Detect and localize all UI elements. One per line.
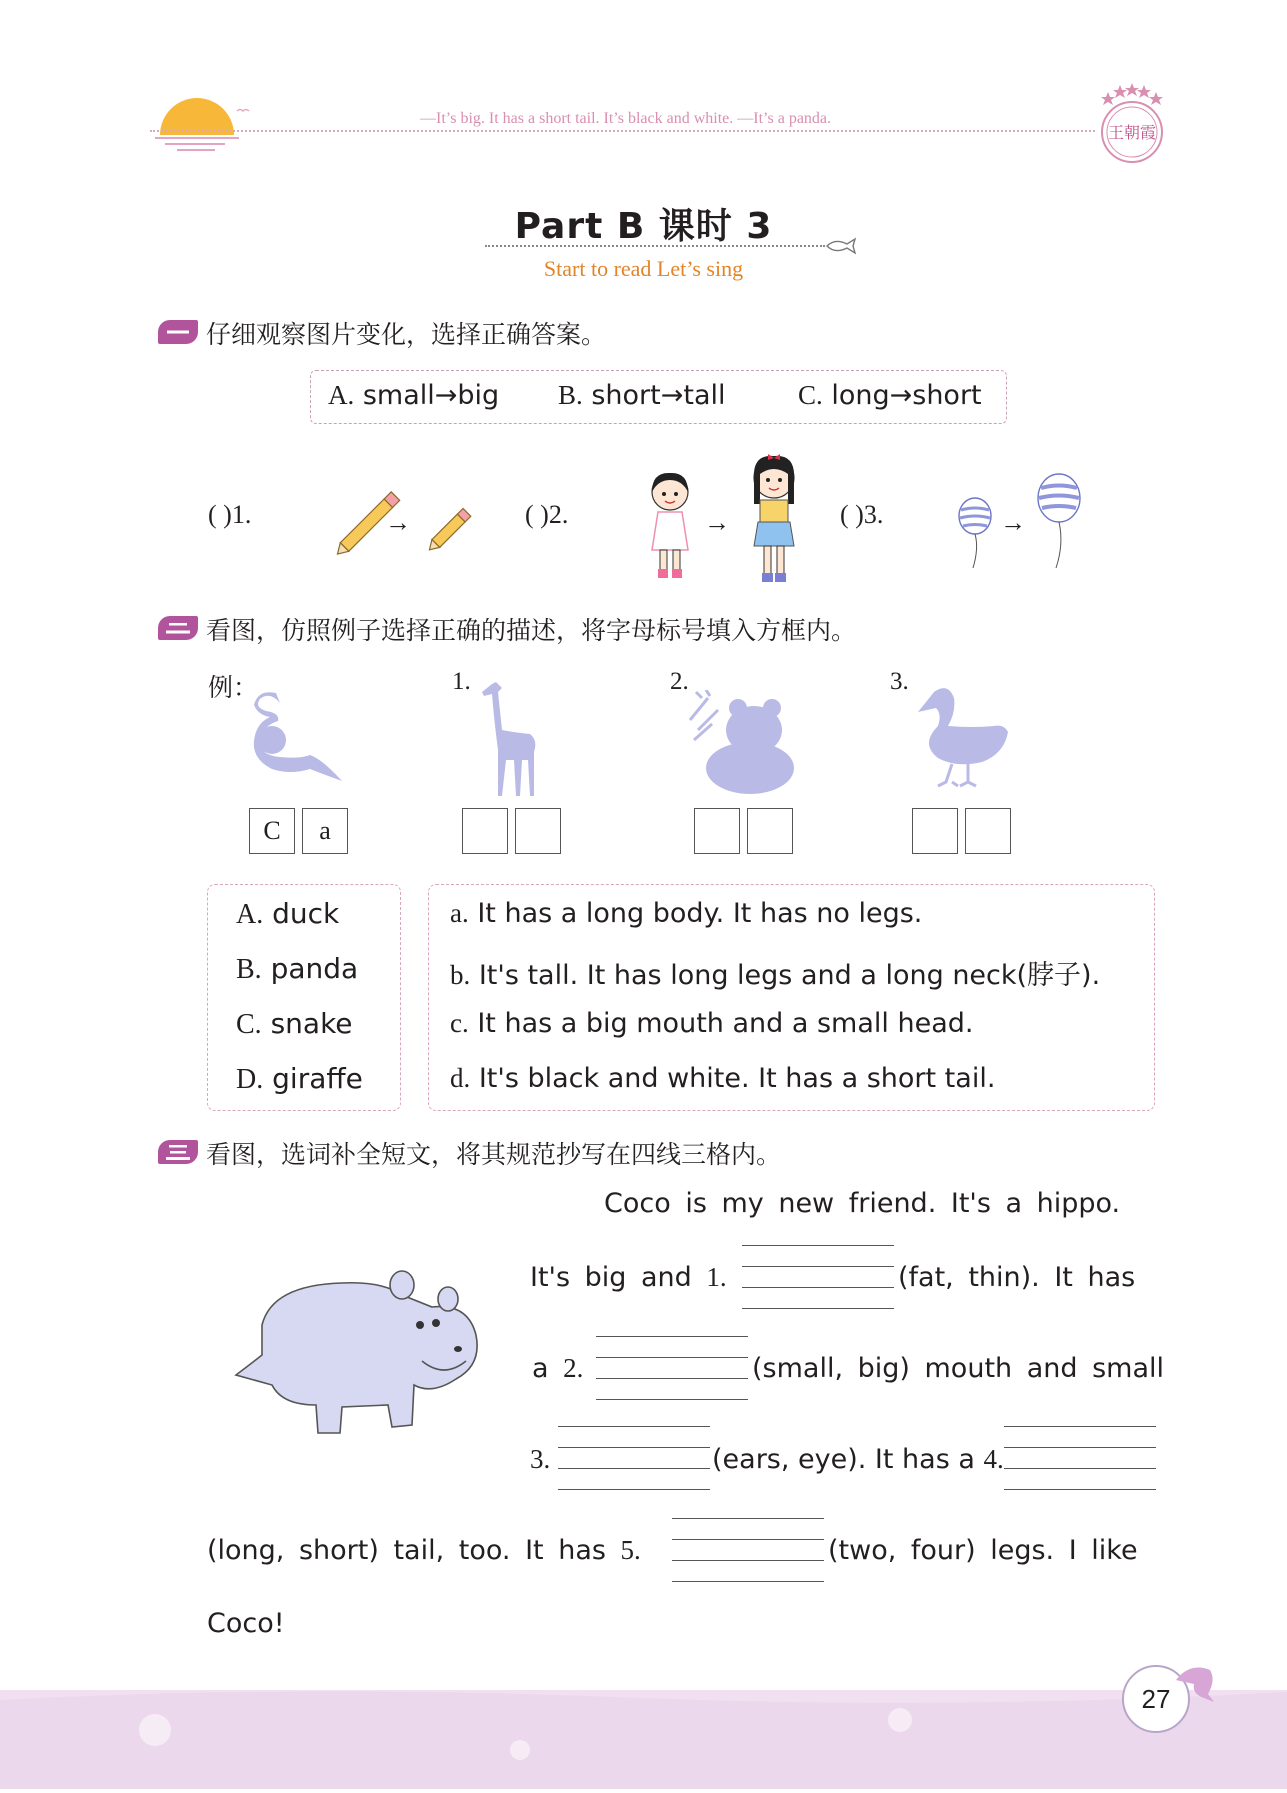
item-1-box-2[interactable] [515,808,561,854]
short-pencil-icon [418,496,484,566]
footer-band [0,1690,1287,1789]
passage-line-3-start: a 2. [532,1353,584,1384]
section-2-instruction: 看图，仿照例子选择正确的描述，将字母标号填入方框内。 [206,616,857,645]
answer-line-4[interactable] [1004,1426,1156,1490]
header-sentence: —It’s big. It has a short tail. It’s black and white. —It’s a panda. [420,110,832,127]
item-3-box-1[interactable] [912,808,958,854]
numeral-one-icon [167,331,189,334]
passage-line-3-end: (small, big) mouth and small [752,1353,1165,1384]
dolphin-icon [1170,1660,1220,1714]
logo-seal-icon [1090,82,1170,172]
passage-line-2-end: (fat, thin). It has [898,1262,1136,1293]
snake-silhouette-icon [250,685,350,789]
answer-line-2[interactable] [596,1336,748,1400]
choice-b: B. panda [236,952,359,985]
arrow-2: → [704,508,730,537]
choice-a: A. duck [236,897,340,930]
blank-3-number: 3. [530,1444,551,1474]
passage-line-5-start: (long, short) tail, too. It has 5. [207,1535,641,1566]
choice-d: D. giraffe [236,1062,363,1095]
short-girl-icon [640,468,700,590]
duck-silhouette-icon [912,682,1012,796]
description-d: d. It's black and white. It has a short tail. [450,1063,996,1094]
section-3-instruction: 看图，选词补全短文，将其规范抄写在四线三格内。 [206,1140,782,1169]
answer-blank-1[interactable]: ( )1. [208,500,252,529]
option-c: C. long→short [798,380,982,411]
description-b: b. It's tall. It has long legs and a long neck(脖子). [450,960,1101,991]
numeral-three-icon [158,1140,198,1164]
example-label: 例： [208,675,259,702]
item-1-label: 1. [452,668,471,695]
section-3-badge [158,1140,198,1164]
item-1-box-1[interactable] [462,808,508,854]
section-1-instruction: 仔细观察图片变化，选择正确答案。 [206,320,607,349]
tall-girl-icon [742,448,806,590]
svg-text:王朝霞: 王朝霞 [1107,123,1157,142]
passage-line-6: Coco! [207,1608,285,1639]
answer-line-5[interactable] [672,1518,824,1582]
section-1-badge [158,320,198,344]
option-a: A. small→big [328,380,500,411]
item-2-box-2[interactable] [747,808,793,854]
item-2-label: 2. [670,668,689,695]
description-c: c. It has a big mouth and a small head. [450,1008,974,1039]
numeral-two-icon [158,616,198,640]
item-3-box-2[interactable] [965,808,1011,854]
description-a: a. It has a long body. It has no legs. [450,898,923,929]
option-b: B. short→tall [558,380,726,411]
passage-line-1: Coco is my new friend. It's a hippo. [604,1188,1121,1219]
passage-line-4-middle: (ears, eye). It has a 4. [712,1444,1004,1475]
page-title: Part B 课时 3 [514,206,773,247]
arrow-3: → [1000,508,1026,537]
panda-silhouette-icon [688,690,798,799]
example-box-1: C [249,808,295,854]
item-3-label: 3. [890,668,909,695]
page-number: 27 [1122,1665,1190,1733]
example-box-2: a [302,808,348,854]
big-balloon-icon [1034,472,1084,576]
small-balloon-icon [955,496,995,574]
giraffe-silhouette-icon [472,680,552,804]
lesson-subtitle: Start to read Let’s sing [543,256,744,281]
answer-blank-2[interactable]: ( )2. [525,500,569,529]
choice-c: C. snake [236,1007,353,1040]
arrow-1: → [385,508,411,537]
hippo-illustration-icon [232,1255,502,1449]
header-rule [150,130,1095,132]
answer-line-1[interactable] [742,1245,894,1309]
passage-line-2-start: It's big and 1. [530,1262,727,1293]
sun-decoration-icon [155,95,255,159]
answer-line-3[interactable] [558,1426,710,1490]
item-2-box-1[interactable] [694,808,740,854]
answer-blank-3[interactable]: ( )3. [840,500,884,529]
passage-line-5-end: (two, four) legs. I like [828,1535,1138,1566]
title-underline [485,245,825,247]
section-2-badge [158,616,198,640]
